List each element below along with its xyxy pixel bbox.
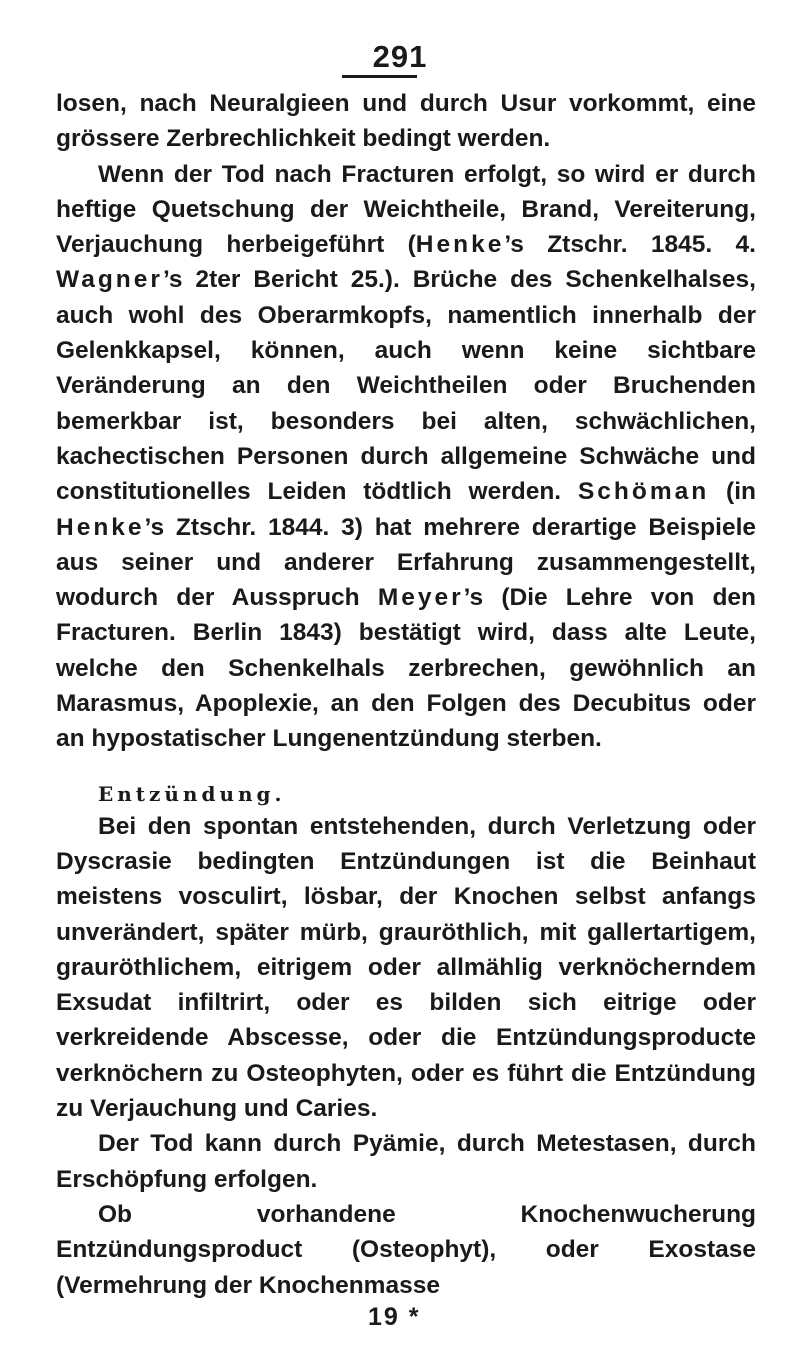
printer-signature: 19 * — [368, 1303, 421, 1331]
body-text — [56, 86, 756, 1303]
author-henke-2: Henke — [56, 513, 145, 541]
paragraph-3: Bei den spontan entstehenden, durch Verletzung oder Dyscrasie bedingten Entzündungen ist die Beinhaut meistens vosculirt, lösbar, der Knochen selbst anfangs unverändert, später mürb, grauröthlich, mit gallertartigem, grauröthlichem, eitrigem oder allmählig verknöcherndem Exsudat infiltrirt, oder es bilden sich eitrige oder verkreidende Abscesse, oder die Entzündungsproducte verknöchern zu Osteophyten, oder es führt die Entzündung zu Verjauchung und Caries. — [56, 812, 756, 1123]
paragraph-2-text-b: ’s Ztschr. 1845. 4. — [504, 231, 756, 259]
page-number-rule — [342, 75, 417, 78]
paragraph-5: Ob vorhandene Knochenwucherung Entzündungsproduct (Osteophyt), oder Exostase (Vermehrung der Knochenmasse — [56, 1200, 756, 1299]
paragraph-2-text-a: Wenn der Tod nach Fracturen erfolgt, so wird er durch heftige Quetschung der Weichtheile, Brand, Vereiterung, Verjauchung herbeigeführt ( — [56, 160, 756, 259]
paragraph-1: losen, nach Neuralgieen und durch Usur vorkommt, eine grössere Zerbrechlichkeit bedingt werden. — [56, 90, 756, 153]
paragraph-2-text-d: (in — [709, 478, 756, 506]
author-henke-1: Henke — [415, 231, 505, 259]
section-heading: Entzündung. — [98, 781, 286, 806]
page-number: 291 — [372, 39, 428, 74]
author-wagner: Wagner — [56, 266, 163, 294]
paragraph-2 — [56, 157, 756, 757]
paragraph-2-text-c: ’s 2ter Bericht 25.). Brüche des Schenkelhalses, auch wohl des Oberarmkopfs, namentlich innerhalb der Gelenkkapsel, können, auch wenn keine sichtbare Veränderung an den Weichtheilen oder Bruchenden bemerkbar ist, besonders bei alten, schwächlichen, kachectischen Personen durch allgemeine Schwäche und constitutionelles Leiden tödtlich werden. — [56, 266, 756, 506]
author-schoeman: Schöman — [577, 478, 710, 506]
paragraph-4: Der Tod kann durch Pyämie, durch Metestasen, durch Erschöpfung erfolgen. — [56, 1130, 756, 1193]
paragraph-2-text-f: ’s (Die Lehre von den Fracturen. Berlin 1843) bestätigt wird, dass alte Leute, welche den Schenkelhals zerbrechen, gewöhnlich an Marasmus, Apoplexie, an den Folgen des Decubitus oder an hypostatischer Lungenentzündung sterben. — [56, 584, 756, 753]
author-meyer: Meyer — [377, 584, 464, 612]
paragraph-2-text-e: ’s Ztschr. 1844. 3) hat mehrere derartige Beispiele aus seiner und anderer Erfahrung zusammengestellt, wodurch der Ausspruch — [56, 513, 756, 612]
